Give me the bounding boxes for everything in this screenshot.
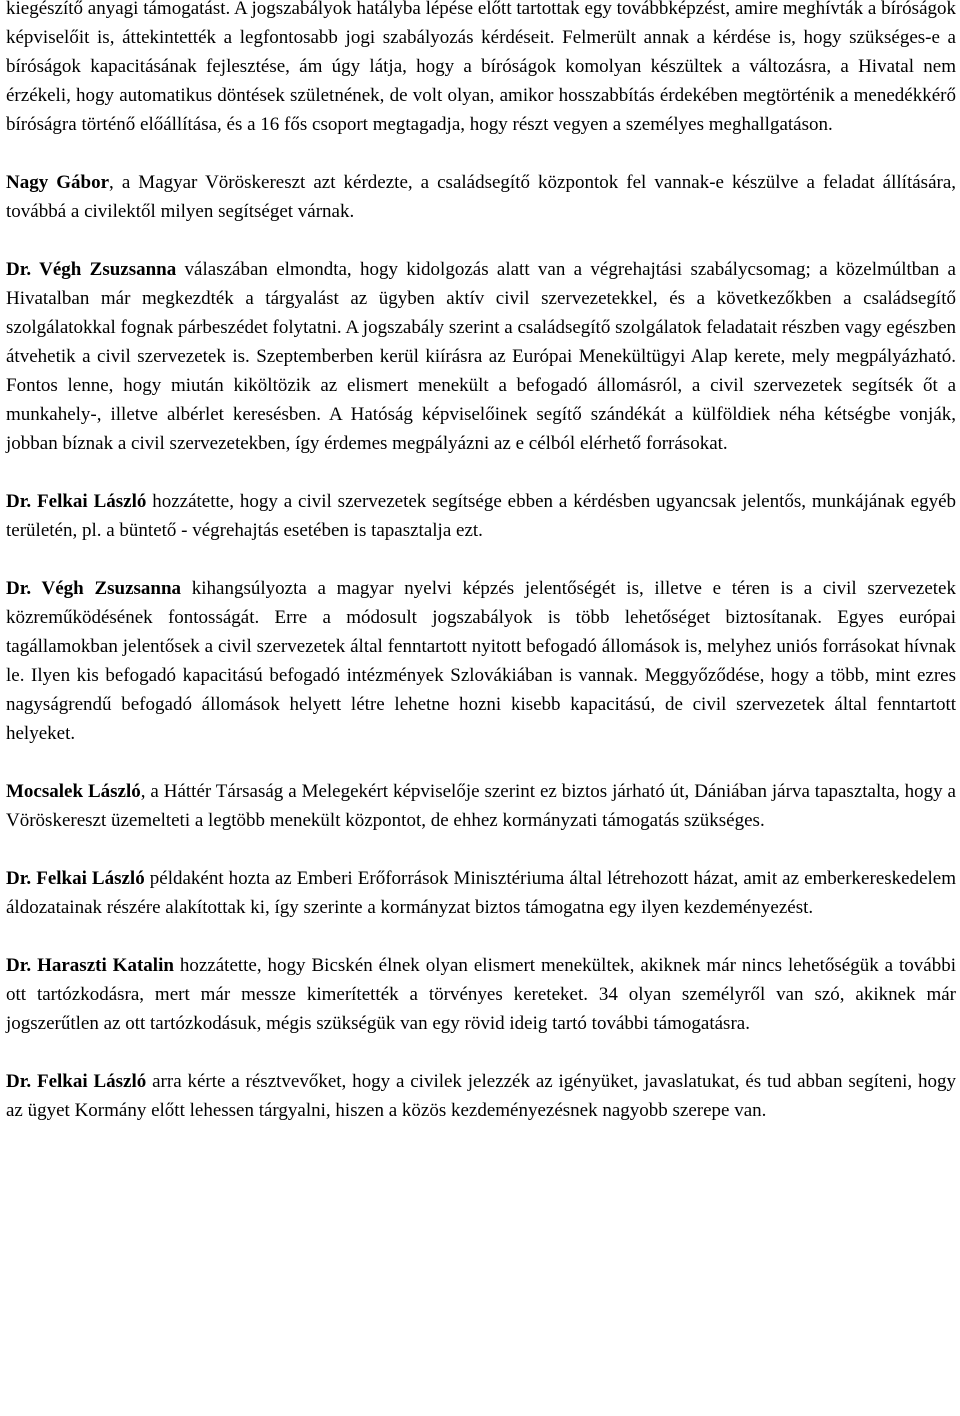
- paragraph: [6, 168, 956, 226]
- paragraph-text: kihangsúlyozta a magyar nyelvi képzés jelentőségét is, illetve e téren is a civil szervezetek közreműködésének fontosságát. Erre a módosult jogszabályok is több lehetőséget biztosítanak. Egyes európai tagállamokban jelentősek a civil szervezetek által fenntartott nyitott befogadó állomások is, melyhez uniós forrásokat hívnak le. Ilyen kis befogadó kapacitású befogadó intézmények Szlovákiában is vannak. Meggyőződése, hogy a több, mint ezres nagyságrendű befogadó állomások helyett létre lehetne hozni kisebb kapacitású, de civil szervezetek által fenntartott helyeket.: [6, 578, 956, 744]
- speaker-name: Nagy Gábor: [6, 172, 110, 193]
- speaker-name: Dr. Felkai László: [6, 1071, 147, 1092]
- paragraph: [6, 574, 956, 748]
- paragraph-text: példaként hozta az Emberi Erőforrások Minisztériuma által létrehozott házat, amit az emberkereskedelem áldozatainak részére alakítottak ki, így szerinte a kormányzat biztos támogatna egy ilyen kezdeményezést.: [6, 868, 957, 918]
- paragraph-text: hozzátette, hogy a civil szervezetek segítsége ebben a kérdésben ugyancsak jelentős, munkájának egyéb területén, pl. a büntető - végrehajtás esetében is tapasztalja ezt.: [6, 491, 957, 541]
- speaker-name: Dr. Felkai László: [6, 868, 145, 889]
- paragraph: [6, 1067, 956, 1125]
- speaker-name: Dr. Végh Zsuzsanna: [6, 259, 177, 280]
- paragraph-text: hozzátette, hogy Bicskén élnek olyan elismert menekültek, akiknek már nincs lehetőségük a további ott tartózkodásra, mert már messze kimerítették a törvényes kereteket. 34 olyan személyről van szó, akiknek már jogszerűtlen az ott tartózkodásuk, mégis szükségük van egy rövid ideig tartó további támogatásra.: [6, 955, 956, 1034]
- speaker-name: Dr. Felkai László: [6, 491, 147, 512]
- paragraph: [6, 255, 956, 458]
- speaker-name: Dr. Végh Zsuzsanna: [6, 578, 182, 599]
- paragraph: [6, 864, 956, 922]
- paragraph: [6, 0, 956, 139]
- paragraph: [6, 777, 956, 835]
- paragraph-text: válaszában elmondta, hogy kidolgozás alatt van a végrehajtási szabálycsomag; a közelmúltban a Hivatalban már megkezdték a tárgyalást az ügyben aktív civil szervezetekkel, és a következőkben a családsegítő szolgálatokkal fognak párbeszédet folytatni. A jogszabály szerint a családsegítő szolgálatok feladatait részben vagy egészben átvehetik a civil szervezetek is. Szeptemberben kerül kiírásra az Európai Menekültügyi Alap kerete, mely megpályázható. Fontos lenne, hogy miután kiköltözik az elismert menekült a befogadó állomásról, a civil szervezetek segítsék őt a munkahely-, illetve albérlet keresésben. A Hatóság képviselőinek segítő szándékát a külföldiek néha kétségbe vonják, jobban bíznak a civil szervezetekben, így érdemes megpályázni az e célból elérhető forrásokat.: [6, 259, 956, 454]
- speaker-name: Mocsalek László: [6, 781, 141, 802]
- paragraph-text: arra kérte a résztvevőket, hogy a civilek jelezzék az igényüket, javaslatukat, és tud abban segíteni, hogy az ügyet Kormány előtt lehessen tárgyalni, hiszen a közös kezdeményezésnek nagyobb szerepe van.: [6, 1071, 956, 1121]
- paragraph: [6, 951, 956, 1038]
- paragraph-text: kiegészítő anyagi támogatást. A jogszabályok hatályba lépése előtt tartottak egy továbbképzést, amire meghívták a bíróságok képviselőit is, áttekintették a legfontosabb jogi szabályozás kérdéseit. Felmerült annak a kérdése is, hogy szükséges-e a bíróságok kapacitásának fejlesztése, ám úgy látja, hogy a bíróságok komolyan készültek a változásra, a Hivatal nem érzékeli, hogy automatikus döntések születnének, de volt olyan, amikor hosszabbítás érdekében megtörténik a menedékkérő bíróságra történő előállítása, és a 16 fős csoport megtagadja, hogy részt vegyen a személyes meghallgatáson.: [6, 0, 956, 135]
- paragraph: [6, 487, 956, 545]
- speaker-name: Dr. Haraszti Katalin: [6, 955, 174, 976]
- paragraph-text: , a Háttér Társaság a Melegekért képviselője szerint ez biztos járható út, Dániában járva tapasztalta, hogy a Vöröskereszt üzemelteti a legtöbb menekült központot, de ehhez kormányzati támogatás szükséges.: [6, 781, 956, 831]
- paragraph-text: , a Magyar Vöröskereszt azt kérdezte, a családsegítő központok fel vannak-e készülve a feladat állítására, továbbá a civilektől milyen segítséget várnak.: [6, 172, 957, 222]
